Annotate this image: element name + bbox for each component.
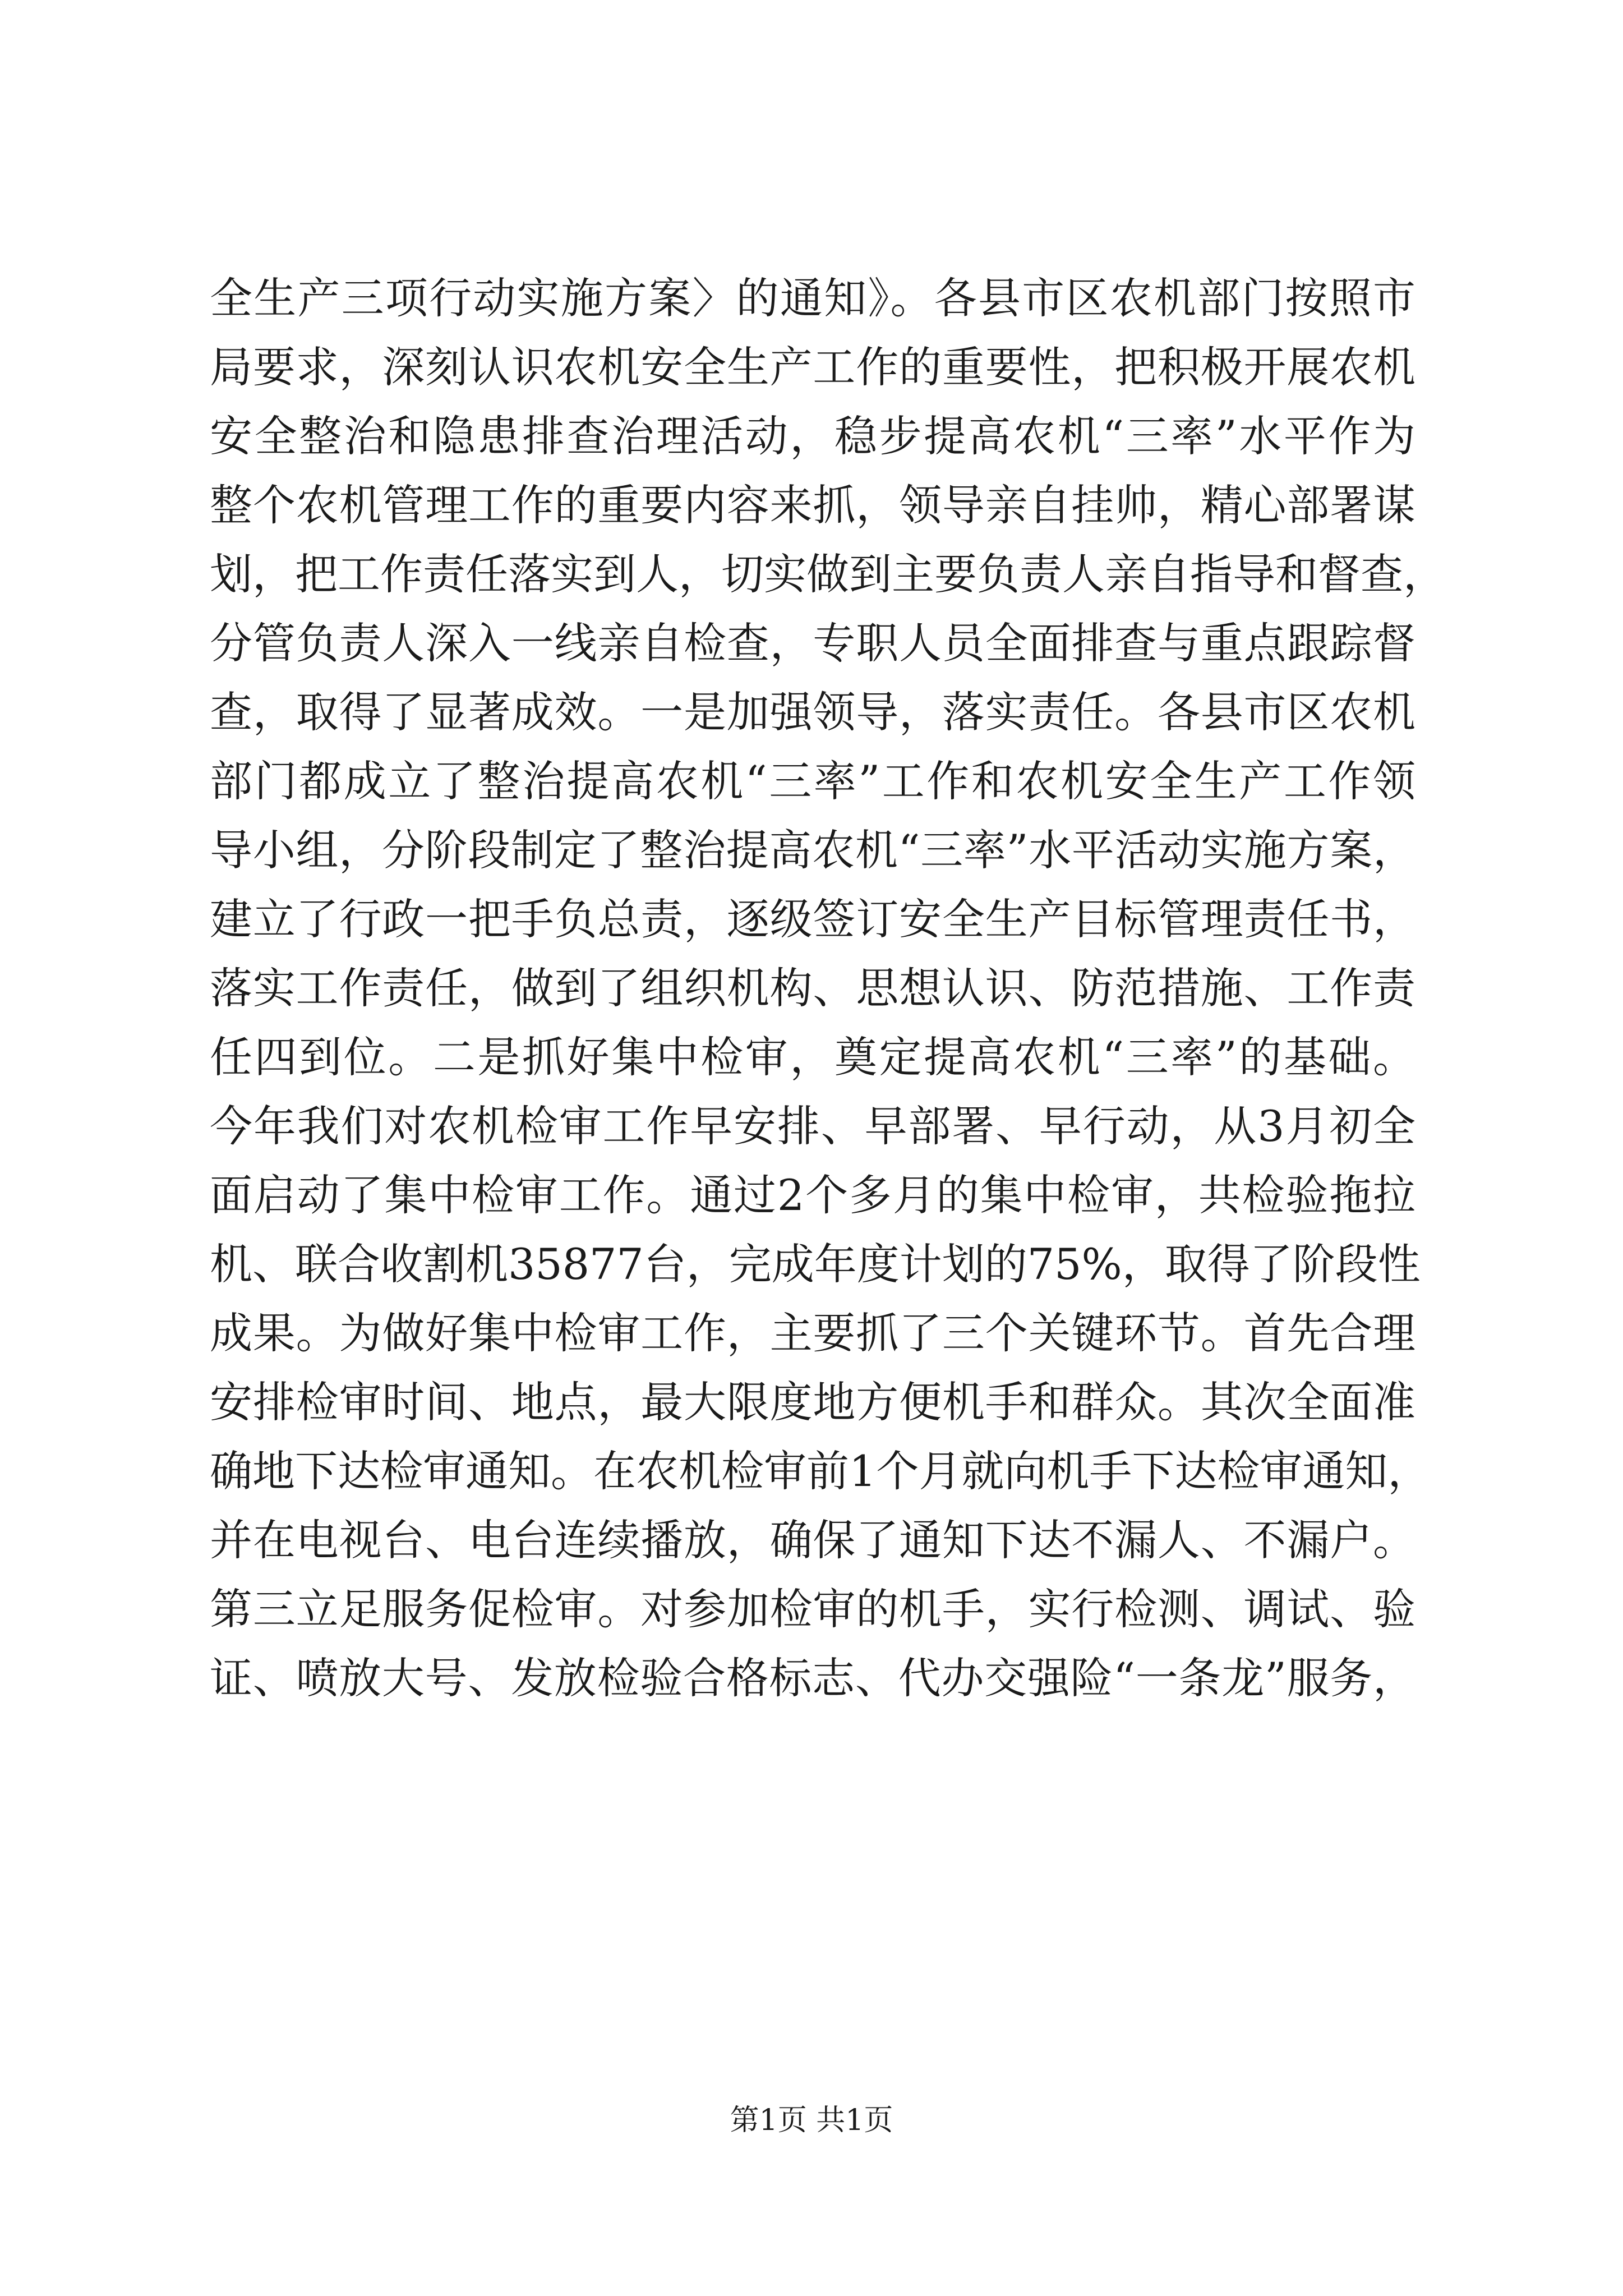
text-line: 确地下达检审通知。在农机检审前1个月就向机手下达检审通知， bbox=[210, 1446, 1431, 1496]
text-line: 建立了行政一把手负总责，逐级签订安全生产目标管理责任书， bbox=[210, 894, 1415, 944]
text-line: 第三立足服务促检审。对参加检审的机手，实行检测、调试、验 bbox=[210, 1584, 1415, 1634]
text-line: 局要求，深刻认识农机安全生产工作的重要性，把积极开展农机 bbox=[210, 342, 1415, 392]
text-line: 任四到位。二是抓好集中检审，奠定提高农机“三率”的基础。 bbox=[210, 1032, 1415, 1082]
text-line: 整个农机管理工作的重要内容来抓，领导亲自挂帅，精心部署谋 bbox=[210, 480, 1415, 530]
text-line: 落实工作责任，做到了组织机构、思想认识、防范措施、工作责 bbox=[210, 963, 1415, 1013]
text-line: 今年我们对农机检审工作早安排、早部署、早行动，从3月初全 bbox=[210, 1101, 1415, 1151]
text-line: 部门都成立了整治提高农机“三率”工作和农机安全生产工作领 bbox=[210, 756, 1415, 806]
text-line: 全生产三项行动实施方案〉的通知》。各县市区农机部门按照市 bbox=[210, 273, 1415, 323]
page-number-label: 第1页 共1页 bbox=[730, 2104, 893, 2137]
text-line: 安排检审时间、地点，最大限度地方便机手和群众。其次全面准 bbox=[210, 1377, 1415, 1427]
text-line: 导小组，分阶段制定了整治提高农机“三率”水平活动实施方案， bbox=[210, 825, 1415, 875]
body-text bbox=[210, 264, 1446, 1713]
page-footer bbox=[0, 2101, 1623, 2140]
text-line: 分管负责人深入一线亲自检查，专职人员全面排查与重点跟踪督 bbox=[210, 618, 1415, 668]
text-line: 机、联合收割机35877台，完成年度计划的75%，取得了阶段性 bbox=[210, 1239, 1421, 1289]
text-line: 证、喷放大号、发放检验合格标志、代办交强险“一条龙”服务， bbox=[210, 1653, 1415, 1703]
text-line: 面启动了集中检审工作。通过2个多月的集中检审，共检验拖拉 bbox=[210, 1170, 1415, 1220]
text-line: 划，把工作责任落实到人，切实做到主要负责人亲自指导和督查， bbox=[210, 549, 1446, 599]
text-line: 并在电视台、电台连续播放，确保了通知下达不漏人、不漏户。 bbox=[210, 1515, 1415, 1565]
text-line: 成果。为做好集中检审工作，主要抓了三个关键环节。首先合理 bbox=[210, 1308, 1415, 1358]
text-line: 查，取得了显著成效。一是加强领导，落实责任。各县市区农机 bbox=[210, 687, 1415, 737]
text-line: 安全整治和隐患排查治理活动，稳步提高农机“三率”水平作为 bbox=[210, 411, 1415, 461]
